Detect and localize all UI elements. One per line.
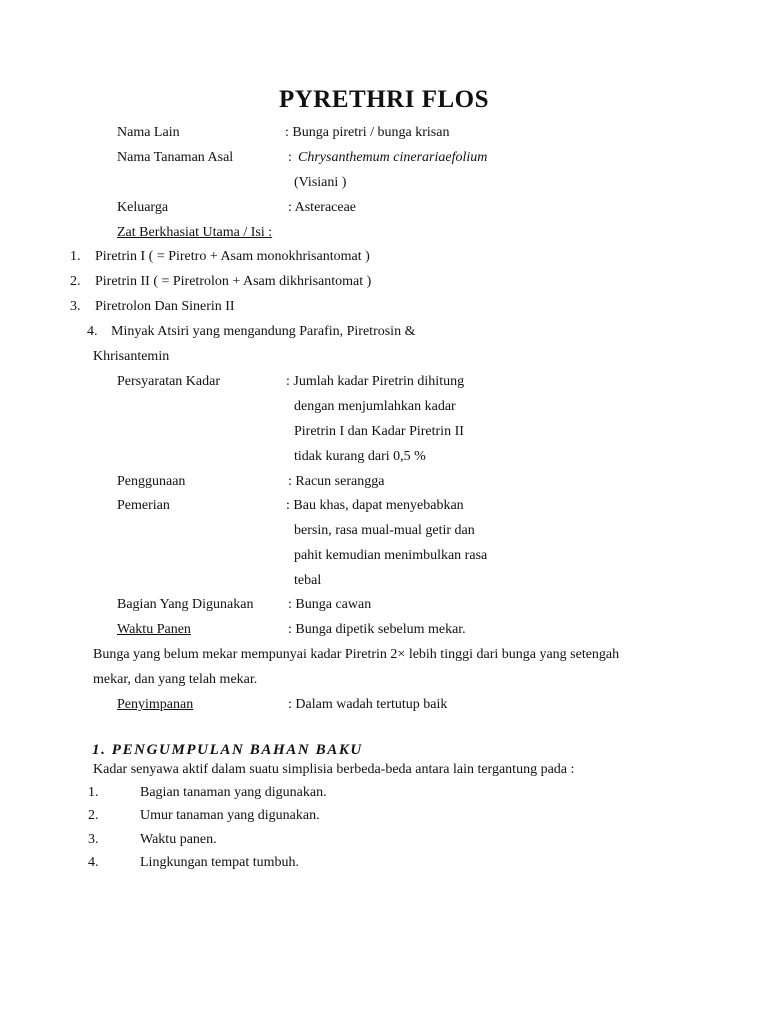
zat-berkhasiat-label: Zat Berkhasiat Utama / Isi : bbox=[117, 225, 273, 240]
section-item-number: 2. bbox=[88, 808, 99, 823]
nama-lain-label: Nama Lain bbox=[117, 125, 180, 140]
zat-item-text-cont: Khrisantemin bbox=[93, 349, 170, 364]
bagian-value: : Bunga cawan bbox=[288, 597, 372, 612]
nama-tanaman-value-cont: (Visiani ) bbox=[294, 175, 347, 190]
waktu-panen-value: : Bunga dipetik sebelum mekar. bbox=[288, 622, 466, 637]
pemerian-value-cont: pahit kemudian menimbulkan rasa bbox=[294, 548, 488, 563]
section-item-text: Waktu panen. bbox=[140, 832, 217, 847]
zat-item-text: Piretrin I ( = Piretro + Asam monokhrisantomat ) bbox=[95, 249, 370, 264]
keluarga-label: Keluarga bbox=[117, 200, 169, 215]
keluarga-value: : Asteraceae bbox=[288, 200, 357, 215]
zat-item-text: Minyak Atsiri yang mengandung Parafin, Piretrosin & bbox=[111, 324, 416, 339]
bagian-label: Bagian Yang Digunakan bbox=[117, 597, 254, 612]
penyimpanan-value: : Dalam wadah tertutup baik bbox=[288, 697, 448, 712]
pemerian-value-cont: tebal bbox=[294, 573, 322, 588]
persyaratan-value-cont: Piretrin I dan Kadar Piretrin II bbox=[294, 424, 464, 439]
section-item-text: Lingkungan tempat tumbuh. bbox=[140, 855, 300, 870]
section-heading: 1. PENGUMPULAN BAHAN BAKU bbox=[92, 742, 363, 758]
section-item-number: 3. bbox=[88, 832, 99, 847]
note-line: Bunga yang belum mekar mempunyai kadar Piretrin 2× lebih tinggi dari bunga yang setengah bbox=[93, 647, 620, 662]
pemerian-label: Pemerian bbox=[117, 498, 170, 513]
section-item-text: Bagian tanaman yang digunakan. bbox=[140, 785, 327, 800]
nama-tanaman-colon: : bbox=[288, 150, 292, 165]
penggunaan-label: Penggunaan bbox=[117, 474, 186, 489]
waktu-panen-label: Waktu Panen bbox=[117, 622, 191, 637]
zat-item-number: 3. bbox=[70, 299, 81, 314]
penggunaan-value: : Racun serangga bbox=[288, 474, 385, 489]
persyaratan-value-cont: dengan menjumlahkan kadar bbox=[294, 399, 456, 414]
nama-tanaman-label: Nama Tanaman Asal bbox=[117, 150, 234, 165]
zat-item-text: Piretrin II ( = Piretrolon + Asam dikhrisantomat ) bbox=[95, 274, 372, 289]
penyimpanan-label: Penyimpanan bbox=[117, 697, 194, 712]
section-intro: Kadar senyawa aktif dalam suatu simplisia berbeda-beda antara lain tergantung pada : bbox=[93, 762, 575, 777]
section-item-text: Umur tanaman yang digunakan. bbox=[140, 808, 320, 823]
persyaratan-label: Persyaratan Kadar bbox=[117, 374, 221, 389]
note-line: mekar, dan yang telah mekar. bbox=[93, 672, 258, 687]
page-title: PYRETHRI FLOS bbox=[278, 86, 489, 113]
persyaratan-value: : Jumlah kadar Piretrin dihitung bbox=[286, 374, 465, 389]
section-item-number: 4. bbox=[88, 855, 99, 870]
section-item-number: 1. bbox=[88, 785, 99, 800]
persyaratan-value-cont: tidak kurang dari 0,5 % bbox=[294, 449, 426, 464]
pemerian-value-cont: bersin, rasa mual-mual getir dan bbox=[294, 523, 475, 538]
pemerian-value: : Bau khas, dapat menyebabkan bbox=[286, 498, 464, 513]
nama-tanaman-value: Chrysanthemum cinerariaefolium bbox=[298, 150, 488, 165]
zat-item-text: Piretrolon Dan Sinerin II bbox=[95, 299, 235, 314]
nama-lain-value: : Bunga piretri / bunga krisan bbox=[285, 125, 450, 140]
zat-item-number: 2. bbox=[70, 274, 81, 289]
zat-item-number: 1. bbox=[70, 249, 81, 264]
zat-item-number: 4. bbox=[87, 324, 98, 339]
